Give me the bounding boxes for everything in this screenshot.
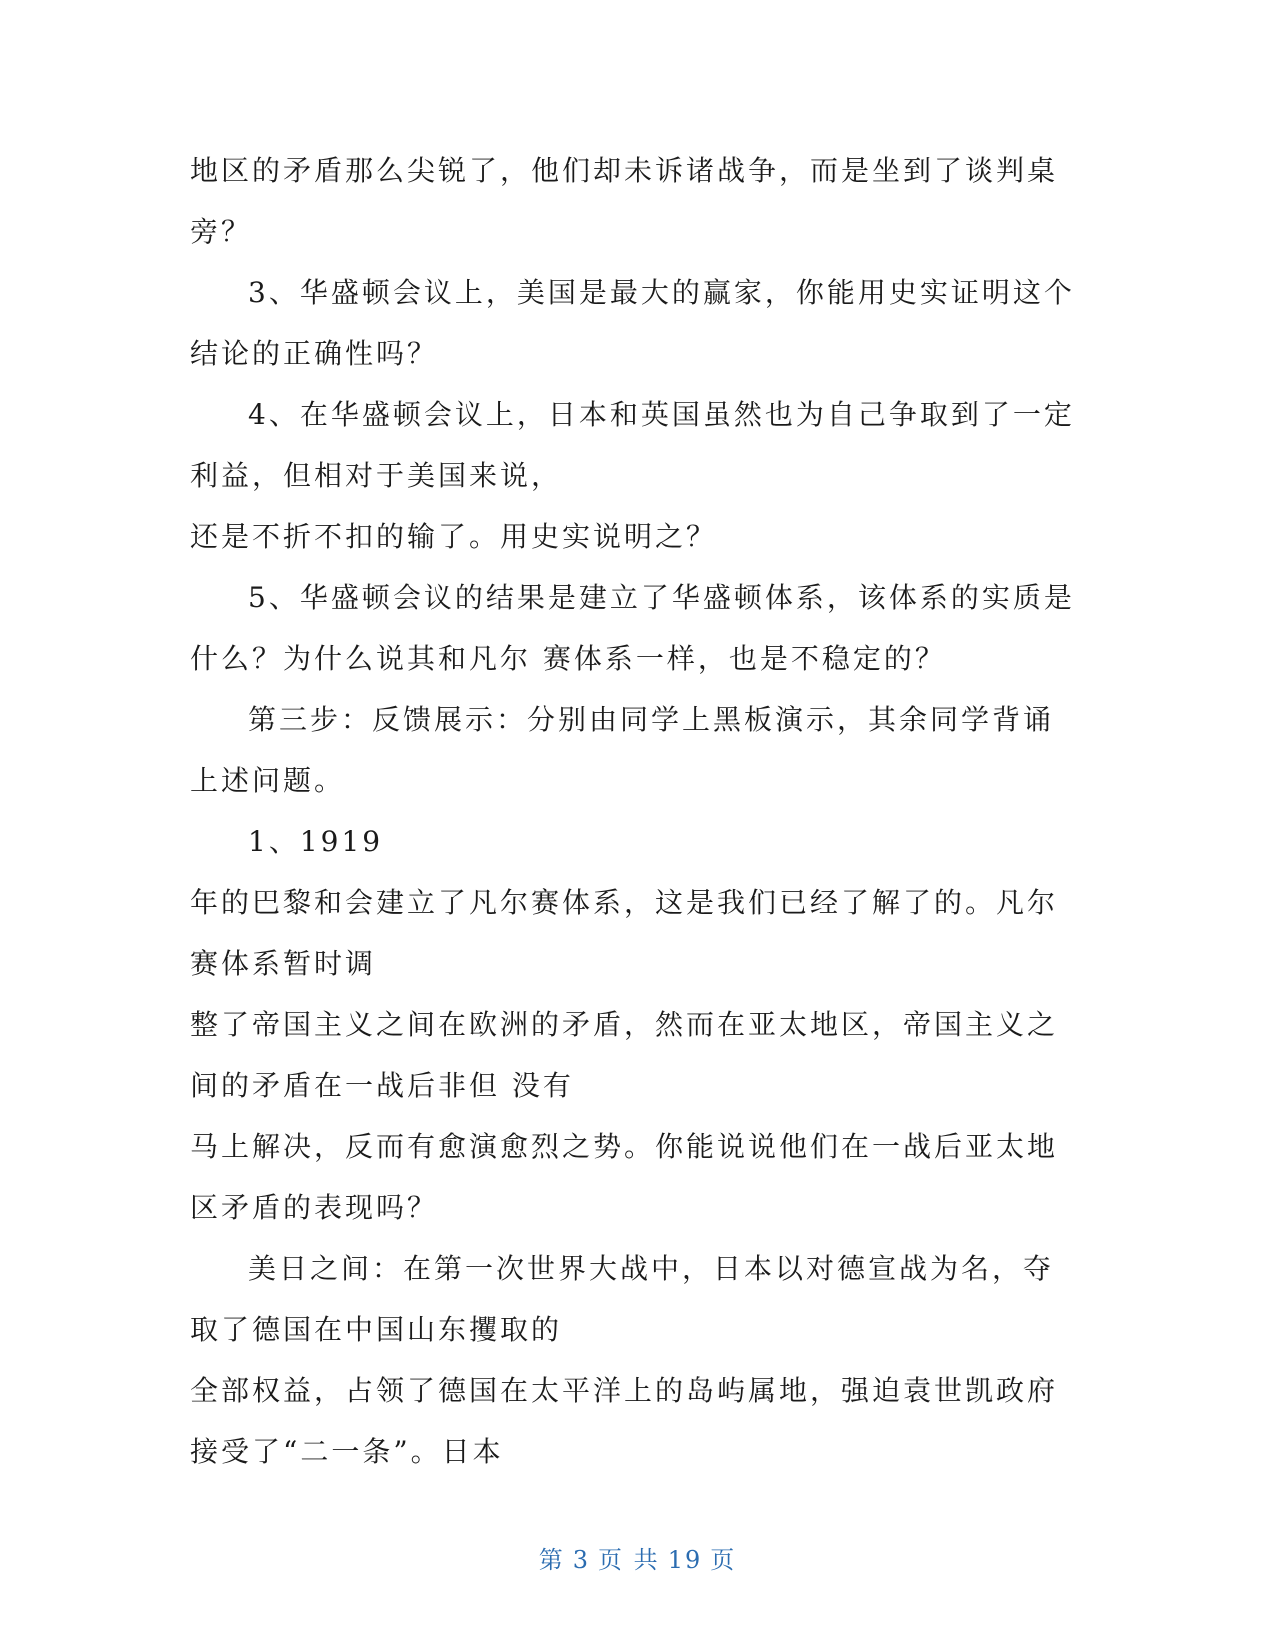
text-line-4: 结论的正确性吗？	[190, 337, 439, 370]
footer-mid: 页 共	[598, 1546, 660, 1574]
text-line-14: 赛体系暂时调	[190, 947, 377, 980]
document-body	[190, 140, 1090, 1482]
text-line-15: 整了帝国主义之间在欧洲的矛盾，然而在亚太地区，帝国主义之	[190, 1008, 1059, 1041]
text-line-10: 第三步：反馈展示：分别由同学上黑板演示，其余同学背诵	[248, 703, 1055, 736]
text-line-22: 接受了“二一条”。日本	[190, 1435, 504, 1468]
text-line-17: 马上解决，反而有愈演愈烈之势。你能说说他们在一战后亚太地	[190, 1130, 1059, 1163]
footer-suffix: 页	[710, 1546, 737, 1574]
text-line-19: 美日之间：在第一次世界大战中，日本以对德宣战为名，夺	[248, 1252, 1055, 1285]
text-line-18: 区矛盾的表现吗？	[190, 1191, 439, 1224]
text-line-6: 利益，但相对于美国来说，	[190, 459, 563, 492]
footer-total-pages: 19	[667, 1546, 703, 1574]
text-line-2: 旁？	[190, 215, 253, 248]
text-line-5: 4、在华盛顿会议上，日本和英国虽然也为自己争取到了一定	[248, 398, 1075, 431]
text-line-16: 间的矛盾在一战后非但 没有	[190, 1069, 574, 1102]
footer-prefix: 第	[538, 1546, 565, 1574]
footer-current-page: 3	[572, 1546, 591, 1574]
text-line-3: 3、华盛顿会议上，美国是最大的赢家，你能用史实证明这个	[248, 276, 1075, 309]
text-line-21: 全部权益，占领了德国在太平洋上的岛屿属地，强迫袁世凯政府	[190, 1374, 1059, 1407]
text-line-12: 1、1919	[248, 825, 384, 858]
text-line-20: 取了德国在中国山东攫取的	[190, 1313, 563, 1346]
text-line-13: 年的巴黎和会建立了凡尔赛体系，这是我们已经了解了的。凡尔	[190, 886, 1059, 919]
text-line-7: 还是不折不扣的输了。用史实说明之？	[190, 520, 718, 553]
text-line-1: 地区的矛盾那么尖锐了，他们却未诉诸战争，而是坐到了谈判桌	[190, 154, 1059, 187]
page-footer	[0, 1540, 1275, 1575]
text-line-8: 5、华盛顿会议的结果是建立了华盛顿体系，该体系的实质是	[248, 581, 1075, 614]
text-line-9: 什么？为什么说其和凡尔 赛体系一样，也是不稳定的？	[190, 642, 946, 675]
text-line-11: 上述问题。	[190, 764, 346, 797]
